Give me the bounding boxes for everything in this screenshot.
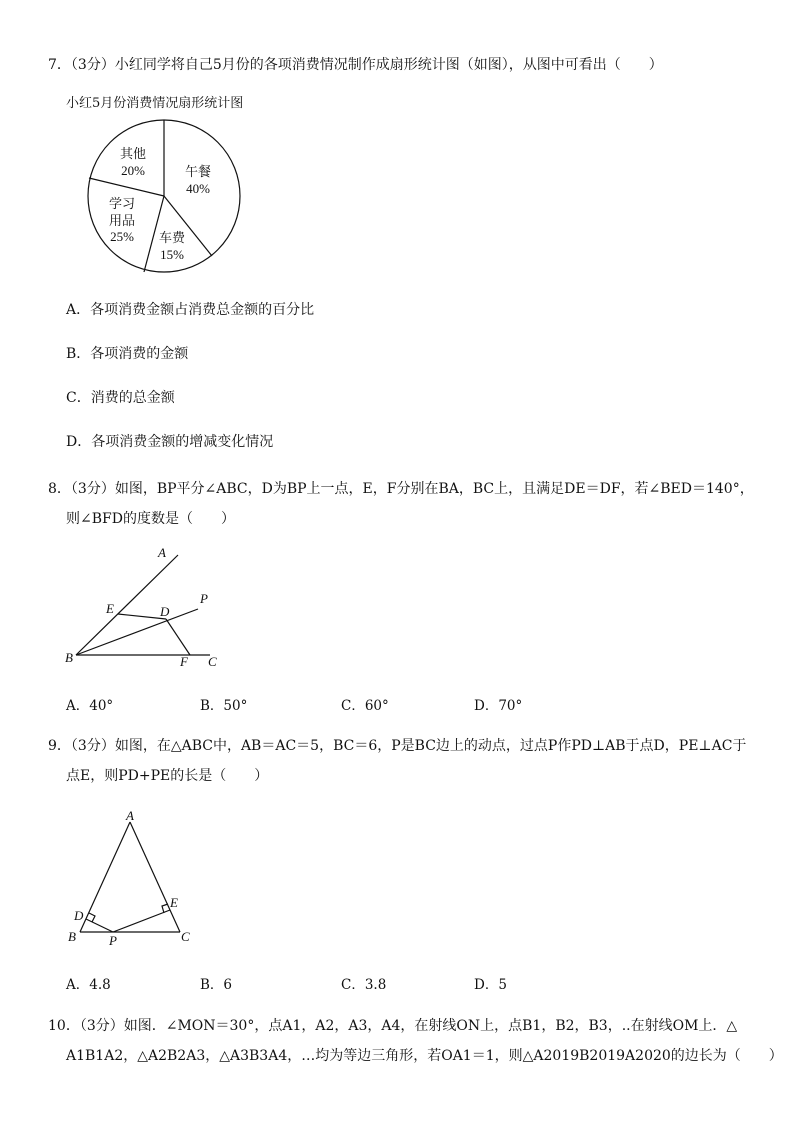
slice-percent-lunch: 40% — [186, 181, 210, 196]
slice-label-study: 学习 — [108, 196, 136, 211]
point-label-d: D — [160, 604, 170, 619]
slice-label-fare: 车费 — [158, 230, 186, 245]
q8-option-a[interactable]: A．40° — [66, 698, 114, 714]
segment-ed — [118, 614, 166, 619]
q9-stem-line1: 9．（3分）如图，在△ABC中，AB＝AC＝5，BC＝6，P是BC边上的动点，过点P作PD⊥AB于点D，PE⊥AC于 — [48, 738, 747, 754]
slice-label-other: 其他 — [119, 146, 147, 161]
slice-percent-other: 20% — [121, 163, 145, 178]
q9-option-a[interactable]: A．4.8 — [66, 977, 111, 993]
q9-option-b[interactable]: B．6 — [200, 977, 233, 993]
point-label-f: F — [180, 654, 188, 669]
q8-option-c[interactable]: C．60° — [341, 698, 389, 714]
point-label-d: D — [74, 908, 84, 923]
point-label-p: P — [109, 933, 117, 948]
q9-stem-line2: 点E，则PD+PE的长是（ ） — [66, 768, 269, 784]
q9-option-c[interactable]: C．3.8 — [341, 977, 387, 993]
q7-option-a[interactable]: A．各项消费金额占消费总金额的百分比 — [66, 302, 315, 318]
q10-stem-line2: A1B1A2，△A2B2A3，△A3B3A4，…均为等边三角形，若OA1＝1，则△A2019B2019A2020的边长为（ ） — [66, 1048, 783, 1064]
point-label-a: A — [158, 545, 166, 560]
segment-df — [166, 619, 190, 655]
point-label-a: A — [126, 808, 134, 823]
slice-percent-fare: 15% — [160, 247, 184, 262]
side-ab — [80, 822, 130, 932]
q7-option-b[interactable]: B．各项消费的金额 — [66, 346, 189, 362]
point-label-e: E — [170, 895, 178, 910]
point-label-b: B — [68, 929, 76, 944]
slice-label-lunch: 午餐 — [184, 164, 212, 179]
q8-option-b[interactable]: B．50° — [200, 698, 248, 714]
q7-option-c[interactable]: C．消费的总金额 — [66, 390, 175, 406]
pie-divider — [89, 178, 164, 196]
q8-option-d[interactable]: D．70° — [474, 698, 523, 714]
point-label-c: C — [208, 654, 217, 669]
q9-triangle-figure — [64, 808, 204, 948]
slice-percent-study: 25% — [110, 229, 134, 244]
slice-label-study-2: 用品 — [108, 213, 136, 228]
point-label-c: C — [181, 929, 190, 944]
q9-option-d[interactable]: D．5 — [474, 977, 507, 993]
segment-pe — [113, 910, 170, 932]
point-label-p: P — [200, 591, 208, 606]
pie-chart-title: 小红5月份消费情况扇形统计图 — [66, 96, 244, 111]
segment-pd — [86, 919, 113, 932]
point-label-b: B — [65, 650, 73, 665]
point-label-e: E — [106, 601, 114, 616]
q8-angle-figure — [60, 545, 240, 675]
pie-chart — [86, 118, 246, 278]
q7-option-d[interactable]: D．各项消费金额的增减变化情况 — [66, 434, 274, 450]
q7-stem: 7．（3分）小红同学将自己5月份的各项消费情况制作成扇形统计图（如图），从图中可看出（ ） — [48, 57, 663, 73]
q8-stem-line2: 则∠BFD的度数是（ ） — [66, 511, 235, 527]
q10-stem-line1: 10．（3分）如图．∠MON＝30°，点A1，A2，A3，A4，在射线ON上，点B1，B2，B3，..在射线OM上．△ — [48, 1018, 738, 1034]
q8-stem-line1: 8．（3分）如图，BP平分∠ABC，D为BP上一点，E，F分别在BA，BC上，且满足DE＝DF，若∠BED＝140°， — [48, 481, 754, 497]
